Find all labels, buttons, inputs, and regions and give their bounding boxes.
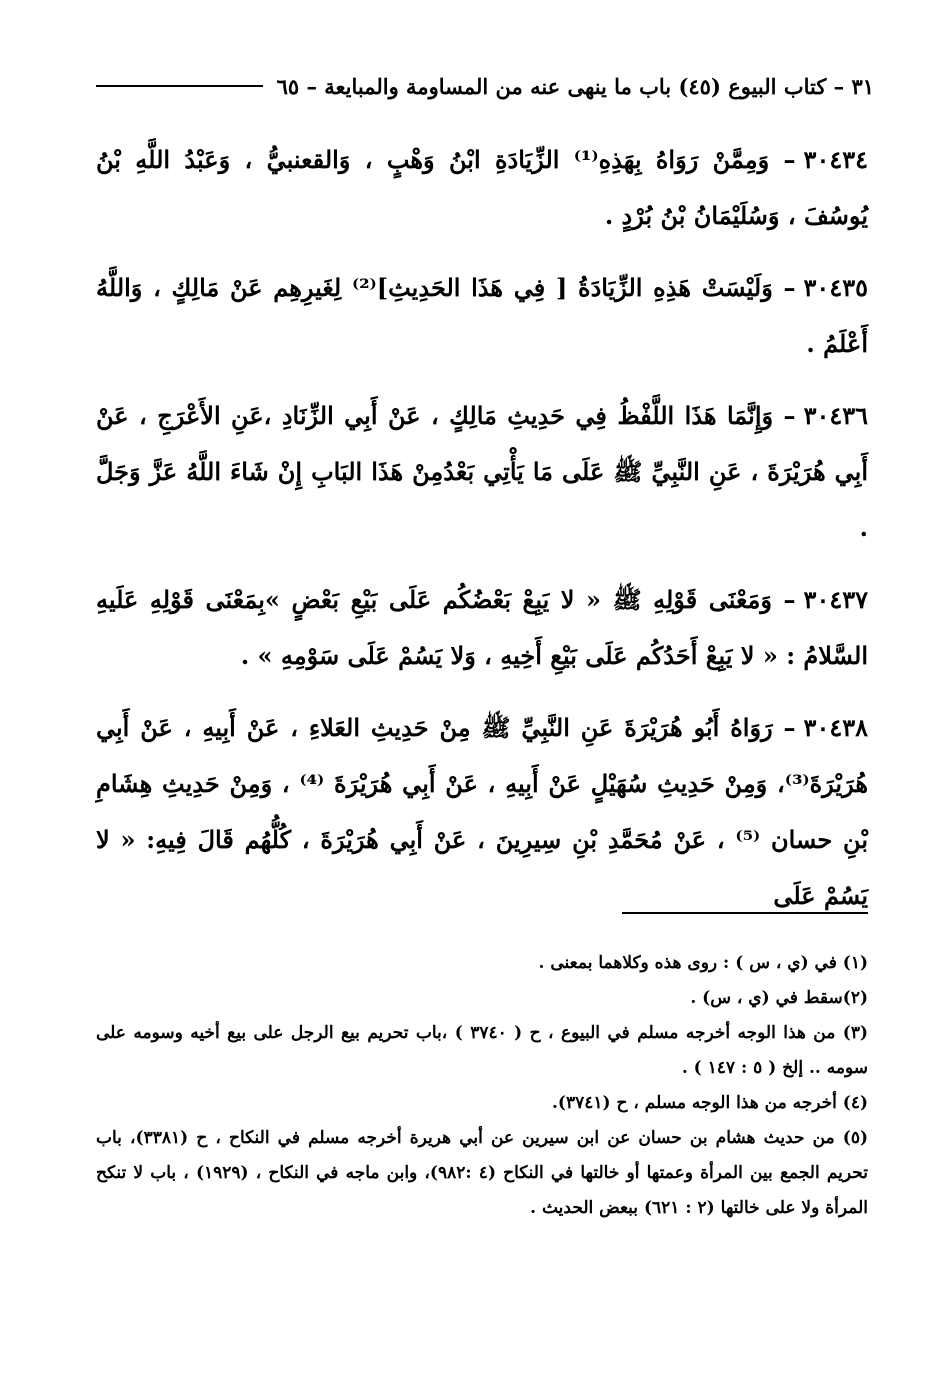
paragraph-30434 <box>96 132 868 244</box>
footnotes <box>96 946 868 1226</box>
footnote-separator <box>622 912 868 914</box>
paragraph-text: – وَإِنَّمَا هَذَا اللَّفْظُ فِي حَدِيثِ مَالِكٍ ، عَنْ أَبِي الزِّنَادِ ،عَنِ الأَعْرَجِ ، عَنْ أَبِي هُرَيْرَةَ ، عَنِ النَّبِيِّ ﷺ عَلَى مَا يَأْتِي بَعْدُمِنْ هَذَا البَابِ إِنْ شَاءَ اللَّهُ عَزَّ وَجَلَّ . <box>96 401 868 542</box>
paragraph-number: ٣٠٤٣٥ <box>803 273 868 302</box>
header-rule <box>96 85 263 87</box>
footnote-5: (٥) من حديث هشام بن حسان عن ابن سيرين عن أبي هريرة أخرجه مسلم في النكاح ، ح (٣٣٨١)، باب تحريم الجمع بين المرأة وعمتها أو خالتها في النكاح (٤ :٩٨٢)، وابن ماجه في النكاح ، (١٩٢٩) ، باب لا تنكح المرأة ولا على خالتها (٢ : ٦٢١) ببعض الحديث . <box>96 1128 869 1218</box>
paragraph-number: ٣٠٤٣٨ <box>803 713 868 742</box>
footnote-3: (٣) من هذا الوجه أخرجه مسلم في البيوع ، ح ( ٣٧٤٠ ) ،باب تحريم بيع الرجل على بيع أخيه وسومه على سومه .. إلخ ( ٥ : ١٤٧ ) . <box>96 1023 868 1078</box>
paragraph-number: ٣٠٤٣٤ <box>803 145 868 174</box>
paragraph-30438 <box>96 700 868 924</box>
footnote-1: (١) في (ي ، س ) : روى هذه وكلاهما بمعنى . <box>538 953 868 973</box>
paragraph-text: – وَمَعْنَى قَوْلِهِ ﷺ « لا يَبِعْ بَعْضُكُم عَلَى بَيْعِ بَعْضٍ »بِمَعْنَى قَوْلِهِ عَلَيهِ السَّلامُ : « لا يَبِعْ أَحَدُكُم عَلَى بَيْعِ أَخِيهِ ، وَلا يَسُمْ عَلَى سَوْمِهِ » . <box>96 585 868 670</box>
paragraph-30437 <box>96 572 868 684</box>
paragraph-text: – وَلَيْسَتْ هَذِهِ الزِّيَادَةُ [ فِي هَذَا الحَدِيثِ]⁽²⁾ لِغَيرِهِم عَنْ مَالِكٍ ، وَاللَّهُ أَعْلَمُ . <box>96 273 868 358</box>
paragraph-30436 <box>96 388 868 556</box>
header-title: ٣١ – كتاب البيوع (٤٥) باب ما ينهى عنه من المساومة والمبايعة – ٦٥ <box>276 73 874 99</box>
paragraph-number: ٣٠٤٣٧ <box>803 585 868 614</box>
paragraph-30435 <box>96 260 868 372</box>
paragraph-number: ٣٠٤٣٦ <box>803 401 869 430</box>
main-text <box>96 132 868 940</box>
paragraph-text: – وَمِمَّنْ رَوَاهُ بِهَذِهِ⁽¹⁾ الزِّيَادَةِ ابْنُ وَهْبٍ ، وَالقعنبيُّ ، وَعَبْدُ اللَّهِ بْنُ يُوسُفَ ، وَسُلَيْمَانُ بْنُ بُرْدٍ . <box>96 145 868 230</box>
paragraph-text: – رَوَاهُ أَبُو هُرَيْرَةَ عَنِ النَّبِيِّ ﷺ مِنْ حَدِيثِ العَلاءِ ، عَنْ أَبِيهِ ، عَنْ أَبِي هُرَيْرَةَ⁽³⁾، وَمِنْ حَدِيثِ سُهَيْلٍ عَنْ أَبِيهِ ، عَنْ أَبِي هُرَيْرَةَ ⁽⁴⁾ ، وَمِنْ حَدِيثِ هِشَامِ بْنِ حسان ⁽⁵⁾ ، عَنْ مُحَمَّدِ بْنِ سِيرِينَ ، عَنْ أَبِي هُرَيْرَةَ ، كُلُّهُم قَالَ فِيهِ: « لا يَسُمْ عَلَى <box>96 713 868 910</box>
running-header <box>90 66 874 106</box>
footnote-2: (٢)سقط في (ي ، س) . <box>690 988 868 1008</box>
footnote-4: (٤) أخرجه من هذا الوجه مسلم ، ح (٣٧٤١). <box>552 1093 868 1113</box>
